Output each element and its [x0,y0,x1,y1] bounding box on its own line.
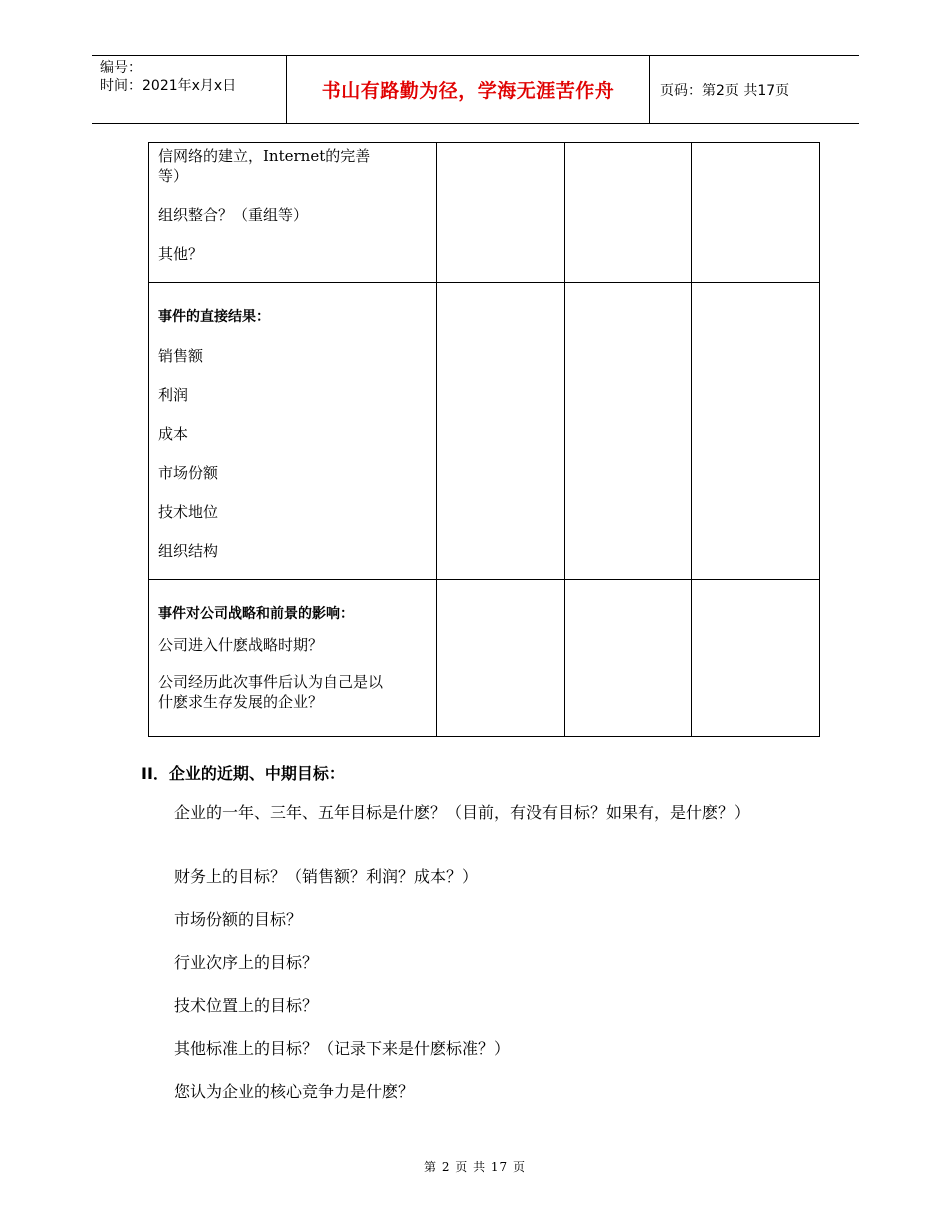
cell-text: 公司经历此次事件后认为自己是以 [158,673,384,691]
cell-text: 市场份额 [158,464,219,482]
paragraph: 财务上的目标？（销售额？利润？成本？） [174,867,479,886]
cell-text: 什麽求生存发展的企业？ [158,693,324,711]
table-row [149,143,820,283]
cell-text: 公司进入什麽战略时期？ [158,636,324,654]
table-cell-empty [437,143,565,283]
table-cell-empty [564,283,692,580]
table-cell-empty [437,283,565,580]
paragraph: 行业次序上的目标？ [174,953,319,972]
table-cell-description [149,143,437,283]
page-number-label: 页码：第2页 共17页 [660,82,790,99]
page-footer: 第 2 页 共 17 页 [424,1160,526,1174]
cell-text: 技术地位 [158,503,219,521]
event-analysis-table [148,142,820,737]
paragraph: 技术位置上的目标？ [174,996,319,1015]
cell-text: 销售额 [158,347,204,365]
header-meta-cell [92,56,287,123]
cell-text: 组织整合？（重组等） [158,206,309,224]
header-page-cell [650,56,859,123]
table-row [149,283,820,580]
table-cell-empty [564,580,692,737]
cell-text: 其他？ [158,245,204,263]
header-motto-cell [287,56,650,123]
cell-text: 成本 [158,425,189,443]
table-cell-description [149,283,437,580]
page-header [92,55,859,124]
cell-text: 信网络的建立，Internet的完善 [158,147,371,165]
cell-heading: 事件的直接结果： [158,309,270,325]
cell-text: 组织结构 [158,542,219,560]
table-cell-description [149,580,437,737]
paragraph: 其他标准上的目标？（记录下来是什麽标准？） [174,1039,511,1058]
cell-heading: 事件对公司战略和前景的影响： [158,606,354,622]
table-cell-empty [692,283,820,580]
motto-text: 书山有路勤为径，学海无涯苦作舟 [321,80,615,102]
table-cell-empty [564,143,692,283]
section-heading: II．企业的近期、中期目标： [141,764,345,783]
table-row [149,580,820,737]
time-label: 时间：2021年x月x日 [100,78,237,94]
paragraph: 您认为企业的核心竞争力是什麽？ [174,1082,415,1101]
cell-text: 利润 [158,386,189,404]
paragraph: 企业的一年、三年、五年目标是什麽？（目前，有没有目标？如果有，是什麽？） [174,803,751,822]
table-cell-empty [437,580,565,737]
paragraph: 市场份额的目标？ [174,910,303,929]
table-cell-empty [692,143,820,283]
code-label: 编号： [100,60,142,76]
cell-text: 等） [158,167,189,185]
table-cell-empty [692,580,820,737]
